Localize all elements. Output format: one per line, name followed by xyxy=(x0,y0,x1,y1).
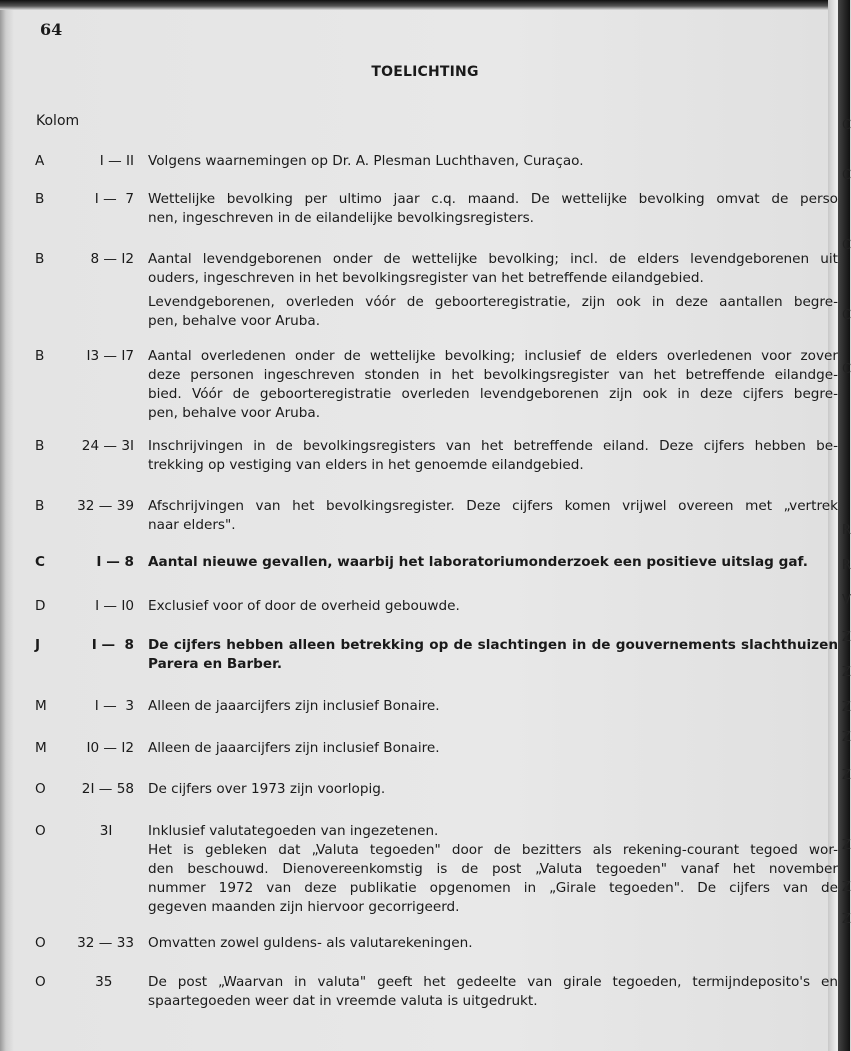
note-text xyxy=(148,934,838,953)
note-text xyxy=(148,497,838,535)
adjacent-page-letter: C xyxy=(842,168,851,183)
note-text xyxy=(148,697,838,716)
note-paragraph xyxy=(148,973,838,1011)
note-entry xyxy=(0,553,828,572)
note-paragraph xyxy=(148,152,838,171)
note-entry xyxy=(0,697,828,716)
note-column-letter: O xyxy=(35,823,46,839)
note-text xyxy=(148,739,838,758)
note-entry xyxy=(0,190,838,228)
note-line: deze personen ingeschreven stonden in het bevolkingsregister van het betreffende eilandge- xyxy=(148,367,838,383)
note-paragraph xyxy=(148,780,838,799)
note-text xyxy=(148,250,838,331)
adjacent-page-letter: C xyxy=(842,238,851,253)
note-column-range: 8 — I2 xyxy=(90,251,134,267)
note-entry xyxy=(0,597,828,616)
note-column-letter: B xyxy=(35,191,45,207)
note-entry xyxy=(0,822,838,917)
note-column-letter: M xyxy=(35,740,47,756)
note-text xyxy=(148,347,838,423)
note-line: spaartegoeden weer dat in vreemde valuta is uitgedrukt. xyxy=(148,993,538,1009)
note-line: Het is gebleken dat „Valuta tegoeden" door de bezitters als rekening-courant tegoed wor- xyxy=(148,842,838,858)
note-column-letter: M xyxy=(35,698,47,714)
column-header: Kolom xyxy=(36,113,80,129)
note-paragraph xyxy=(148,739,838,758)
note-line: nen, ingeschreven in de eilandelijke bevolkingsregisters. xyxy=(148,210,535,226)
note-line: Parera en Barber. xyxy=(148,656,283,672)
note-paragraph xyxy=(148,636,838,674)
note-line: Afschrijvingen van het bevolkingsregister. Deze cijfers komen vrijwel overeen met „vertrek xyxy=(148,498,838,514)
note-column-range: I3 — I7 xyxy=(86,348,134,364)
note-line: nummer 1972 van deze publikatie opgenomen in „Girale tegoeden". De cijfers van de xyxy=(148,880,838,896)
note-text xyxy=(148,636,838,674)
note-paragraph xyxy=(148,347,838,423)
note-paragraph xyxy=(148,497,838,535)
note-column-range: 2I — 58 xyxy=(81,781,134,797)
adjacent-page-letter: Z xyxy=(842,665,851,680)
note-column-range: 32 — 33 xyxy=(77,935,134,951)
note-text xyxy=(148,437,838,475)
note-column-letter: O xyxy=(35,935,46,951)
note-line: Alleen de jaaarcijfers zijn inclusief Bonaire. xyxy=(148,698,440,714)
adjacent-page-letter: Z xyxy=(842,700,851,715)
note-entry xyxy=(0,347,838,423)
note-text xyxy=(148,822,838,917)
note-paragraph xyxy=(148,597,838,616)
adjacent-page-letter: Z xyxy=(842,768,851,783)
note-text xyxy=(148,553,838,572)
note-paragraph xyxy=(148,553,838,572)
note-line: den beschouwd. Dienovereenkomstig is de post „Valuta tegoeden" vanaf het november xyxy=(148,861,838,877)
adjacent-page-letter: C xyxy=(842,308,851,323)
note-line: De post „Waarvan in valuta" geeft het gedeelte van girale tegoeden, termijndeposito's en xyxy=(148,974,838,990)
note-column-letter: B xyxy=(35,498,45,514)
note-text xyxy=(148,190,838,228)
note-entry xyxy=(0,934,828,953)
note-line: Exclusief voor of door de overheid gebouwde. xyxy=(148,598,460,614)
note-line: Aantal levendgeborenen onder de wettelijke bevolking; incl. de elders levendgeborenen uit xyxy=(148,251,838,267)
note-line: Inklusief valutategoeden van ingezetenen. xyxy=(148,823,439,839)
note-entry xyxy=(0,780,828,799)
note-paragraph xyxy=(148,437,838,475)
note-column-letter: D xyxy=(35,598,46,614)
note-entry xyxy=(0,739,828,758)
adjacent-page-letter: V xyxy=(842,593,851,608)
note-line: Aantal overledenen onder de wettelijke bevolking; inclusief de elders overledenen voor zover xyxy=(148,348,838,364)
note-text xyxy=(148,973,838,1011)
note-entry xyxy=(0,497,838,535)
adjacent-page-letter: Z xyxy=(842,630,851,645)
note-column-letter: C xyxy=(35,554,45,570)
adjacent-page-letter: R xyxy=(842,558,851,573)
note-line: De cijfers hebben alleen betrekking op de slachtingen in de gouvernements slachthuizen xyxy=(148,637,838,653)
note-column-letter: J xyxy=(35,637,41,653)
note-column-letter: O xyxy=(35,974,46,990)
adjacent-page-letter: Z xyxy=(842,880,851,895)
adjacent-page-letter: Z xyxy=(842,838,851,853)
note-column-range: I — 8 xyxy=(96,554,134,570)
note-column-range: I0 — I2 xyxy=(86,740,134,756)
note-column-range: I — 3 xyxy=(94,698,134,714)
adjacent-page-letter: C xyxy=(842,362,851,377)
note-line: Aantal nieuwe gevallen, waarbij het laboratoriumonderzoek een positieve uitslag gaf. xyxy=(148,554,808,570)
note-column-range: I — 7 xyxy=(94,191,134,207)
scan-top-edge xyxy=(0,0,850,10)
note-paragraph xyxy=(148,190,838,228)
note-column-range: I — I0 xyxy=(95,598,134,614)
note-line: Alleen de jaaarcijfers zijn inclusief Bonaire. xyxy=(148,740,440,756)
adjacent-page-letter: R xyxy=(842,523,851,538)
adjacent-page-letter: Z xyxy=(842,730,851,745)
note-line: Levendgeborenen, overleden vóór de geboorteregistratie, zijn ook in deze aantallen begre- xyxy=(148,294,838,310)
page-title: TOELICHTING xyxy=(371,64,479,80)
note-column-letter: B xyxy=(35,348,45,364)
note-line: Wettelijke bevolking per ultimo jaar c.q. maand. De wettelijke bevolking omvat de perso xyxy=(148,191,838,207)
note-entry xyxy=(0,437,838,475)
note-paragraph xyxy=(148,822,838,917)
note-line: Omvatten zowel guldens- als valutarekeningen. xyxy=(148,935,473,951)
note-column-range: 24 — 3I xyxy=(81,438,134,454)
note-column-letter: B xyxy=(35,438,45,454)
note-line: pen, behalve voor Aruba. xyxy=(148,313,321,329)
note-line: De cijfers over 1973 zijn voorlopig. xyxy=(148,781,386,797)
page-number: 64 xyxy=(40,20,63,39)
note-paragraph xyxy=(148,293,838,331)
adjacent-page-letter: C xyxy=(842,118,851,133)
note-column-range: 32 — 39 xyxy=(77,498,134,514)
note-line: ouders, ingeschreven in het bevolkingsregister van het betreffende eilandgebied. xyxy=(148,270,704,286)
note-entry xyxy=(0,250,838,331)
note-entry xyxy=(0,152,828,171)
note-column-range: I — 8 xyxy=(91,637,134,653)
note-paragraph xyxy=(148,250,838,288)
note-line: trekking op vestiging van elders in het genoemde eilandgebied. xyxy=(148,457,584,473)
note-column-letter: B xyxy=(35,251,45,267)
note-text xyxy=(148,780,838,799)
note-line: Inschrijvingen in de bevolkingsregisters van het betreffende eiland. Deze cijfers hebben be- xyxy=(148,438,838,454)
note-paragraph xyxy=(148,934,838,953)
note-entry xyxy=(0,973,838,1011)
note-line: Volgens waarnemingen op Dr. A. Plesman Luchthaven, Curaçao. xyxy=(148,153,584,169)
note-text xyxy=(148,597,838,616)
note-column-range: 3I xyxy=(99,823,134,839)
note-column-letter: A xyxy=(35,153,45,169)
note-column-range: I — II xyxy=(99,153,134,169)
note-line: pen, behalve voor Aruba. xyxy=(148,405,321,421)
note-entry xyxy=(0,636,838,674)
note-line: gegeven maanden zijn hiervoor gecorrigeerd. xyxy=(148,899,460,915)
note-paragraph xyxy=(148,697,838,716)
adjacent-page-letter: Z xyxy=(842,912,851,927)
note-text xyxy=(148,152,838,171)
note-column-letter: O xyxy=(35,781,46,797)
note-column-range: 35 xyxy=(95,974,134,990)
note-line: naar elders". xyxy=(148,517,236,533)
note-line: bied. Vóór de geboorteregistratie overleden levendgeborenen zijn ook in deze cijfers begre- xyxy=(148,386,838,402)
